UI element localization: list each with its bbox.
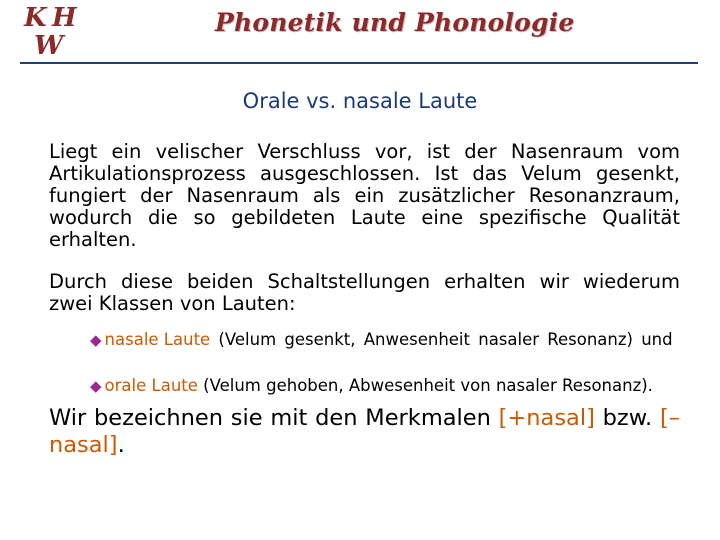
feature-minus-nasal: [–nasal] xyxy=(49,405,680,458)
features-text-after: . xyxy=(117,432,125,458)
paragraph-classes: Durch diese beiden Schaltstellungen erhalten wir wiederum zwei Klassen von Lauten: xyxy=(49,270,680,315)
features-text-before: Wir bezeichnen sie mit den Merkmalen xyxy=(49,405,499,431)
svg-text:H: H xyxy=(52,3,77,33)
bullet-description: (Velum gesenkt, Anwesenheit nasaler Resonanz) und xyxy=(210,330,673,349)
slide-title: Orale vs. nasale Laute xyxy=(242,89,478,113)
bullet-term: orale Laute xyxy=(104,376,198,395)
svg-text:K: K xyxy=(24,3,47,33)
svg-text:W: W xyxy=(34,31,64,58)
bullet-item-oral xyxy=(90,376,696,396)
khw-logo xyxy=(22,2,92,58)
paragraph-features xyxy=(49,405,680,459)
header-title: Phonetik und Phonologie xyxy=(215,8,575,37)
paragraph-velum: Liegt ein velischer Verschluss vor, ist der Nasenraum vom Artikulationsprozess ausgeschlossen. Ist das Velum gesenkt, fungiert der Nasenraum als ein zusätzlicher Resonanzraum, wodurch die so gebildeten Laute eine spezifische Qualität erhalten. xyxy=(49,140,680,251)
features-text-middle: bzw. xyxy=(594,405,660,431)
bullet-item-nasal xyxy=(90,330,694,350)
feature-plus-nasal: [+nasal] xyxy=(498,405,595,431)
bullet-description: (Velum gehoben, Abwesenheit von nasaler Resonanz). xyxy=(197,376,653,395)
diamond-bullet-icon: ◆ xyxy=(90,377,102,395)
header-divider xyxy=(20,62,698,64)
diamond-bullet-icon: ◆ xyxy=(90,331,102,349)
bullet-term: nasale Laute xyxy=(104,330,211,349)
